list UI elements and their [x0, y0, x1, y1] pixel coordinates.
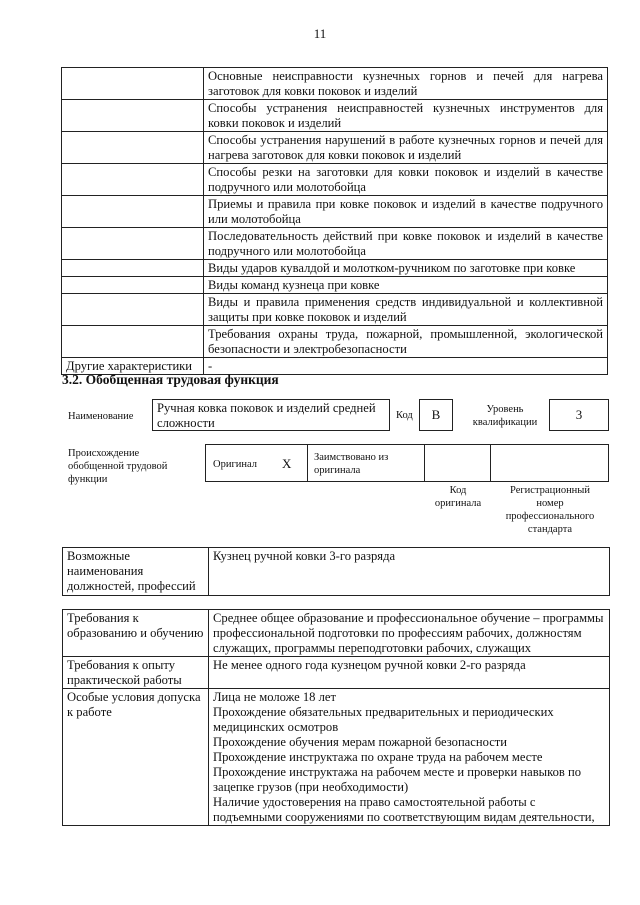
knowledge-row-value: Способы резки на заготовки для ковки поковок и изделий в качестве подручного или молотобойца: [204, 164, 608, 196]
knowledge-row-label: Другие характеристики: [62, 358, 204, 375]
requirement-line: Прохождение инструктажа по охране труда на рабочем месте: [213, 750, 543, 764]
knowledge-row-value: Способы устранения неисправностей кузнечных инструментов для ковки поковок и изделий: [204, 100, 608, 132]
knowledge-row: [62, 294, 608, 326]
knowledge-row-value: Последовательность действий при ковке поковок и изделий в качестве подручного или молотобойца: [204, 228, 608, 260]
requirement-line: Лица не моложе 18 лет: [213, 690, 336, 704]
code-label: Код: [396, 410, 413, 421]
code-caption: Код оригинала: [434, 485, 482, 509]
knowledge-row-value: Основные неисправности кузнечных горнов и печей для нагрева заготовок для ковки поковок и изделий: [204, 68, 608, 100]
origin-label: Происхождение обобщенной трудовой функции: [68, 448, 168, 485]
requirement-value: [209, 689, 610, 826]
requirement-line: Прохождение обучения мерам пожарной безопасности: [213, 735, 508, 749]
requirement-line: Наличие удостоверения на право самостоятельной работы с подъемными сооружениями по соответствующим видам деятельности,: [213, 795, 595, 824]
requirement-value: [209, 610, 610, 657]
section-title: 3.2. Обобщенная трудовая функция: [62, 372, 279, 387]
requirement-label: Требования к опыту практической работы: [63, 657, 209, 689]
knowledge-row-value: Требования охраны труда, пожарной, промышленной, экологической безопасности и электробезопасности: [204, 326, 608, 358]
original-mark: X: [282, 456, 292, 471]
knowledge-row-value: Приемы и правила при ковке поковок и изделий в качестве подручного или молотобойца: [204, 196, 608, 228]
reg-number-cell: [490, 444, 609, 482]
original-cell: [205, 444, 308, 482]
knowledge-row: [62, 132, 608, 164]
knowledge-row-label: [62, 100, 204, 132]
requirement-line: Не менее одного года кузнецом ручной ковки 2-го разряда: [213, 658, 526, 672]
knowledge-row-label: [62, 164, 204, 196]
knowledge-table: [61, 67, 608, 375]
knowledge-row-value: Виды и правила применения средств индивидуальной и коллективной защиты при ковке поковок и изделий: [204, 294, 608, 326]
knowledge-row-label: [62, 196, 204, 228]
borrowed-cell: [307, 444, 425, 482]
knowledge-row: [62, 100, 608, 132]
knowledge-row-value: Виды команд кузнеца при ковке: [204, 277, 608, 294]
knowledge-row-label: [62, 326, 204, 358]
knowledge-row-value: -: [204, 358, 608, 375]
original-label: Оригинал: [213, 459, 257, 470]
origin-code-cell: [424, 444, 491, 482]
page-number: 11: [313, 26, 327, 41]
level-value: 3: [549, 399, 609, 431]
requirement-line: Прохождение обязательных предварительных и периодических медицинских осмотров: [213, 705, 554, 734]
knowledge-row: [62, 260, 608, 277]
name-label: Наименование: [68, 411, 134, 422]
knowledge-row: [62, 326, 608, 358]
knowledge-row-label: [62, 132, 204, 164]
reg-caption: Регистрационный номер профессионального стандарта: [505, 485, 595, 535]
requirement-label: Особые условия допуска к работе: [63, 689, 209, 826]
requirement-line: Прохождение инструктажа на рабочем месте и проверки навыков по зацепке грузов (при необходимости): [213, 765, 582, 794]
knowledge-row-label: [62, 277, 204, 294]
knowledge-row-label: [62, 294, 204, 326]
positions-table: [62, 547, 610, 596]
knowledge-row: [62, 68, 608, 100]
knowledge-row-label: [62, 68, 204, 100]
requirement-row: [63, 657, 610, 689]
knowledge-row: [62, 196, 608, 228]
requirement-row: [63, 689, 610, 826]
positions-label: Возможные наименования должностей, профессий: [63, 548, 209, 596]
positions-value: Кузнец ручной ковки 3-го разряда: [209, 548, 610, 596]
borrowed-label: Заимствовано из оригинала: [314, 452, 389, 476]
knowledge-row-value: Виды ударов кувалдой и молотком-ручником по заготовке при ковке: [204, 260, 608, 277]
knowledge-row-value: Способы устранения нарушений в работе кузнечных горнов и печей для нагрева заготовок для ковки поковок и изделий: [204, 132, 608, 164]
knowledge-row-label: [62, 228, 204, 260]
knowledge-row-label: [62, 260, 204, 277]
knowledge-row: [62, 277, 608, 294]
requirement-row: [63, 610, 610, 657]
name-value: Ручная ковка поковок и изделий средней сложности: [152, 399, 390, 431]
requirements-table: [62, 609, 610, 826]
code-value: В: [419, 399, 453, 431]
requirement-value: [209, 657, 610, 689]
knowledge-row: [62, 228, 608, 260]
level-label: Уровень квалификации: [472, 404, 538, 428]
requirement-label: Требования к образованию и обучению: [63, 610, 209, 657]
knowledge-row: [62, 164, 608, 196]
requirement-line: Среднее общее образование и профессиональное обучение – программы профессиональной подготовки по профессиям рабочих, должностям служащих, программы переподготовки рабочих, служащих: [213, 611, 604, 655]
